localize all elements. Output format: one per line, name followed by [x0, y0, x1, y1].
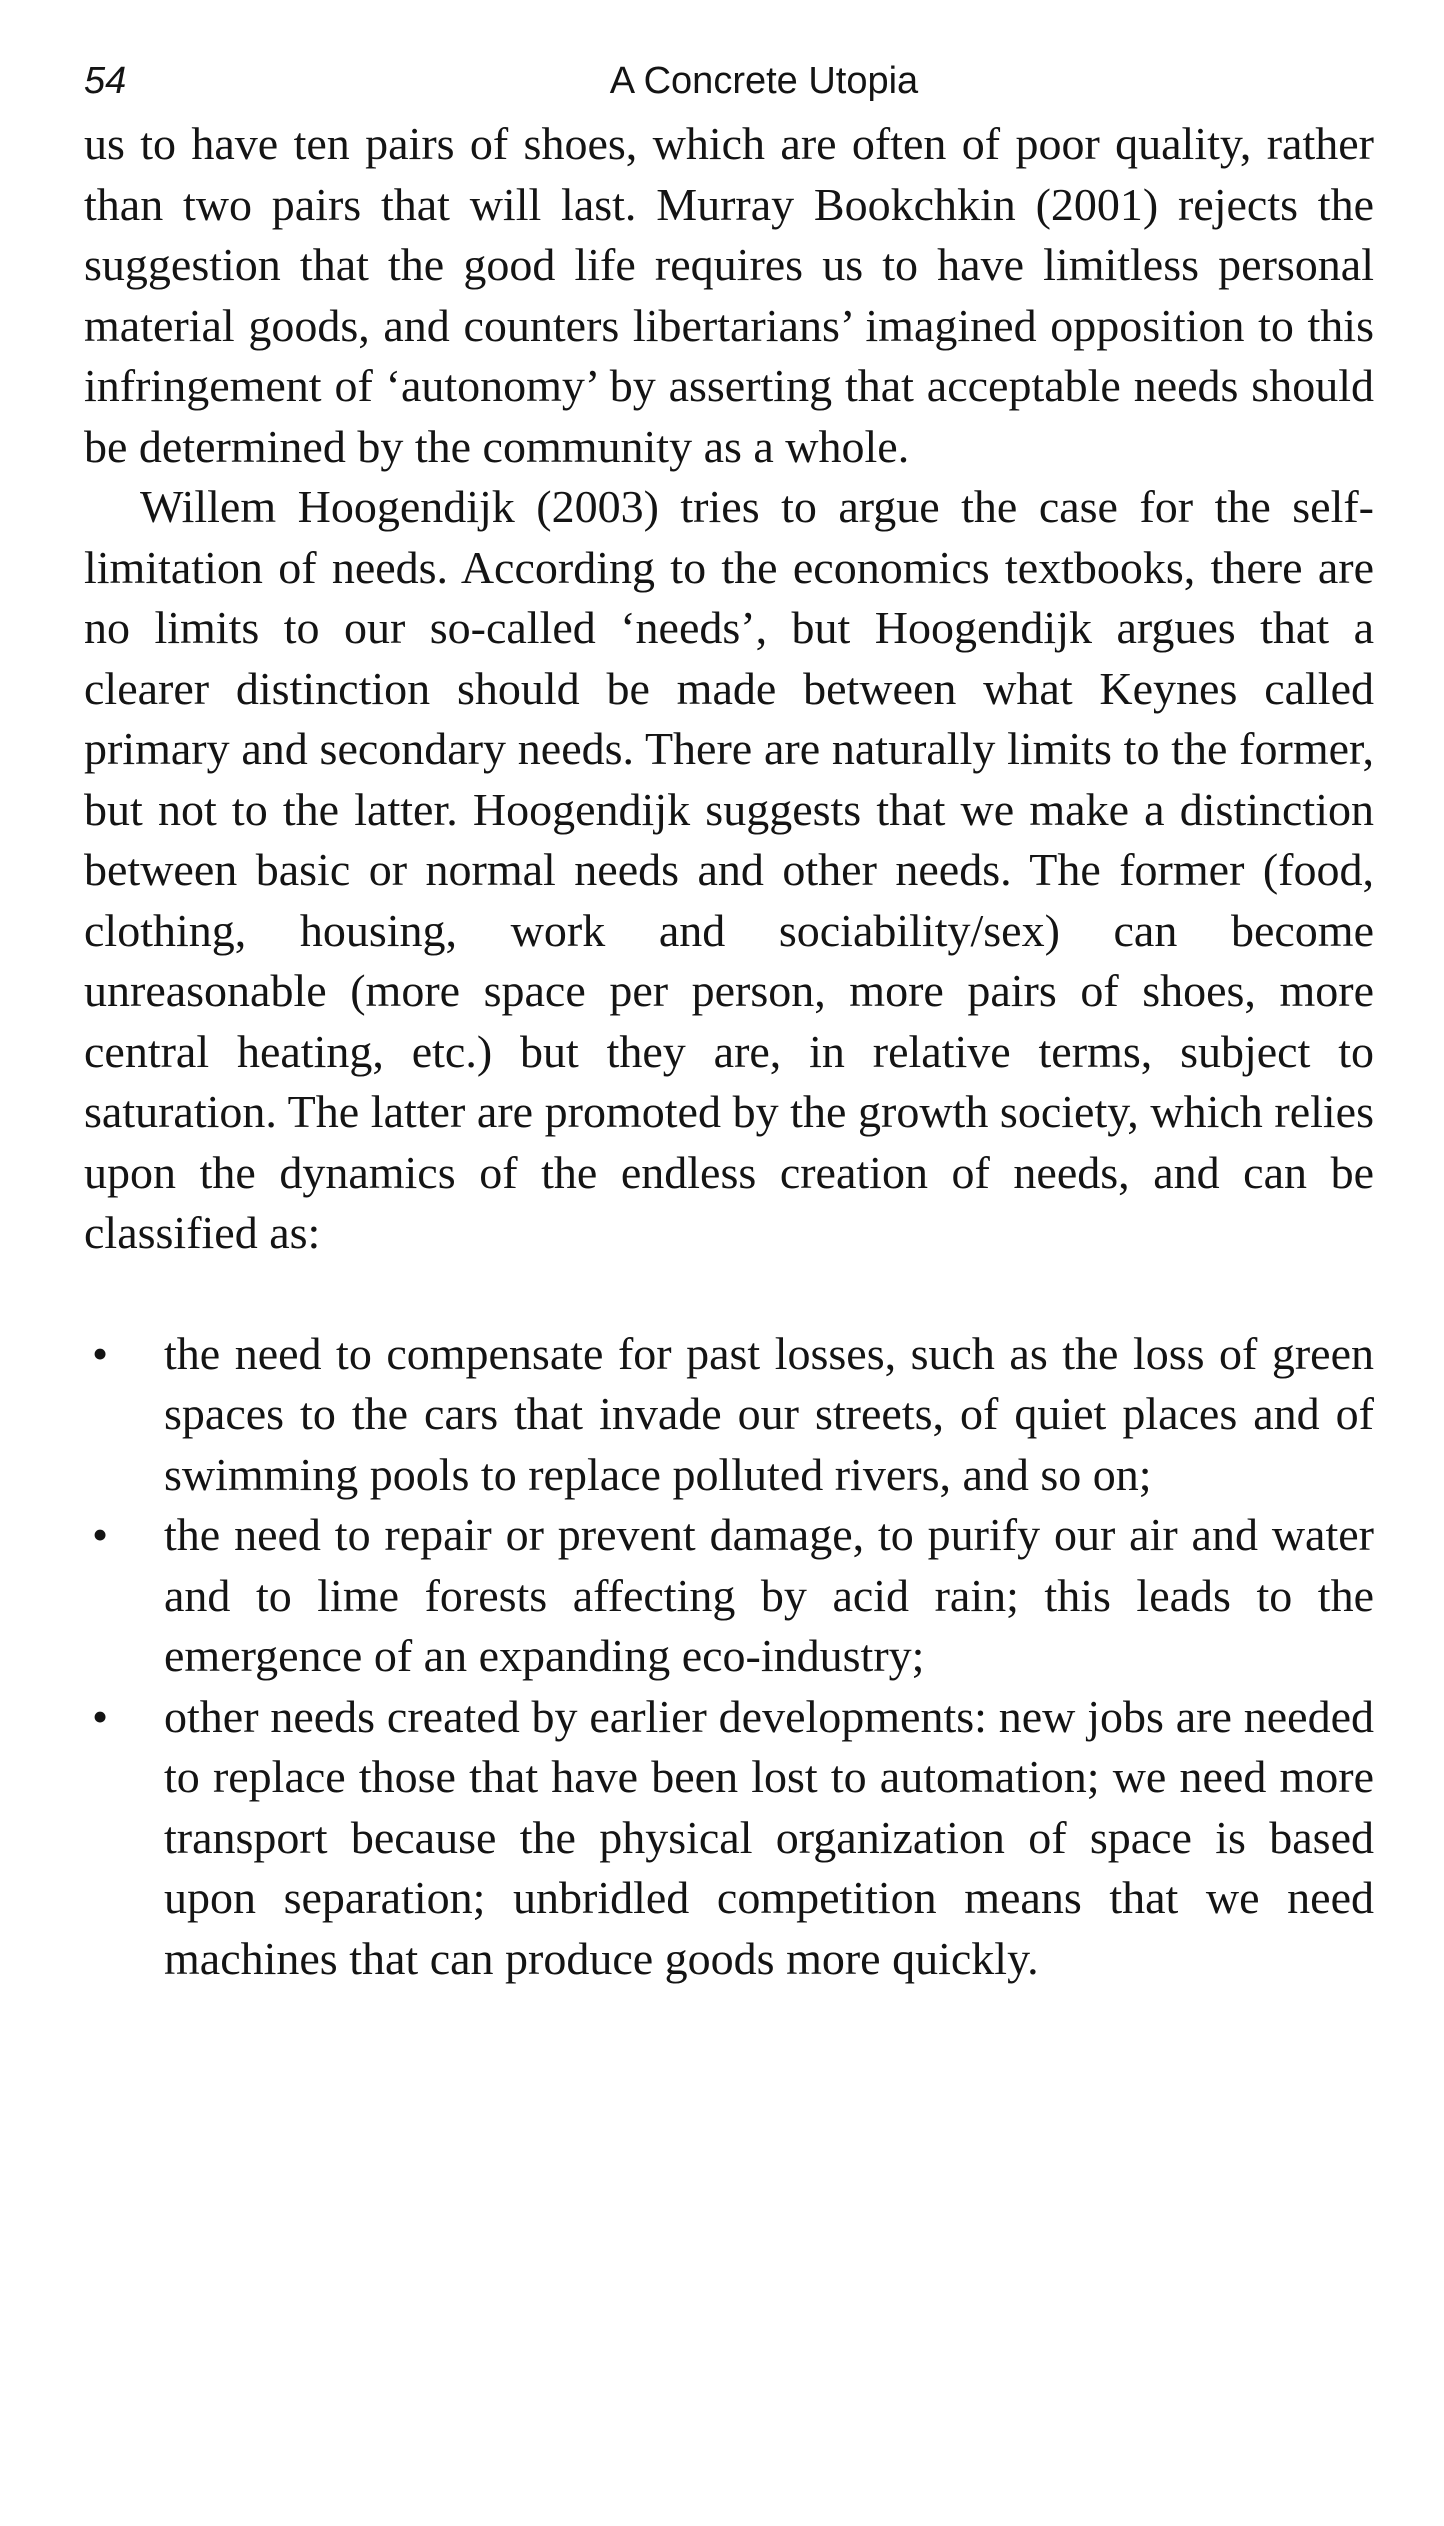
bullet-text: the need to repair or prevent damage, to purify our air and water and to lime forests affecting by acid rain; this leads to the emergence of an expanding eco-industry; [164, 1509, 1374, 1681]
bullet-icon: • [92, 1690, 109, 1742]
page-number: 54 [84, 60, 127, 102]
bullet-item-repair-damage [84, 1505, 1374, 1687]
book-page [84, 48, 1374, 1989]
paragraph-hoogendijk: Willem Hoogendijk (2003) tries to argue the case for the self-limitation of needs. According to the economics textbooks, there are no limits to our so-called ‘needs’, but Hoogendijk argues that a clearer distinction should be made between what Keynes called primary and secondary needs. There are naturally limits to the former, but not to the latter. Hoogendijk suggests that we make a distinction between basic or normal needs and other needs. The former (food, clothing, housing, work and sociability/sex) can become unreasonable (more space per person, more pairs of shoes, more central heating, etc.) but they are, in relative terms, subject to saturation. The latter are promoted by the growth society, which relies upon the dynamics of the endless creation of needs, and can be classified as: [84, 481, 1374, 1258]
needs-bullet-list [84, 1324, 1374, 1990]
bullet-icon: • [92, 1327, 109, 1379]
bullet-item-past-losses [84, 1324, 1374, 1506]
body-text [84, 114, 1374, 1989]
bullet-text: other needs created by earlier developments: new jobs are needed to replace those that have been lost to automation; we need more transport because the physical organization of space is based upon separation; unbridled competition means that we need machines that can produce goods more quickly. [164, 1690, 1374, 1984]
bullet-item-other-needs [84, 1687, 1374, 1990]
bullet-text: the need to compensate for past losses, such as the loss of green spaces to the cars that invade our streets, of quiet places and of swimming pools to replace polluted rivers, and so on; [164, 1327, 1374, 1500]
bullet-icon: • [92, 1509, 109, 1560]
running-head [84, 48, 1374, 114]
running-title: A Concrete Utopia [609, 60, 919, 102]
paragraph-continued: us to have ten pairs of shoes, which are often of poor quality, rather than two pairs that will last. Murray Bookchkin (2001) rejects the suggestion that the good life requires us to have limitless personal material goods, and counters libertarians’ imagined opposition to this infringement of ‘autonomy’ by asserting that acceptable needs should be determined by the community as a whole. [84, 118, 1374, 472]
